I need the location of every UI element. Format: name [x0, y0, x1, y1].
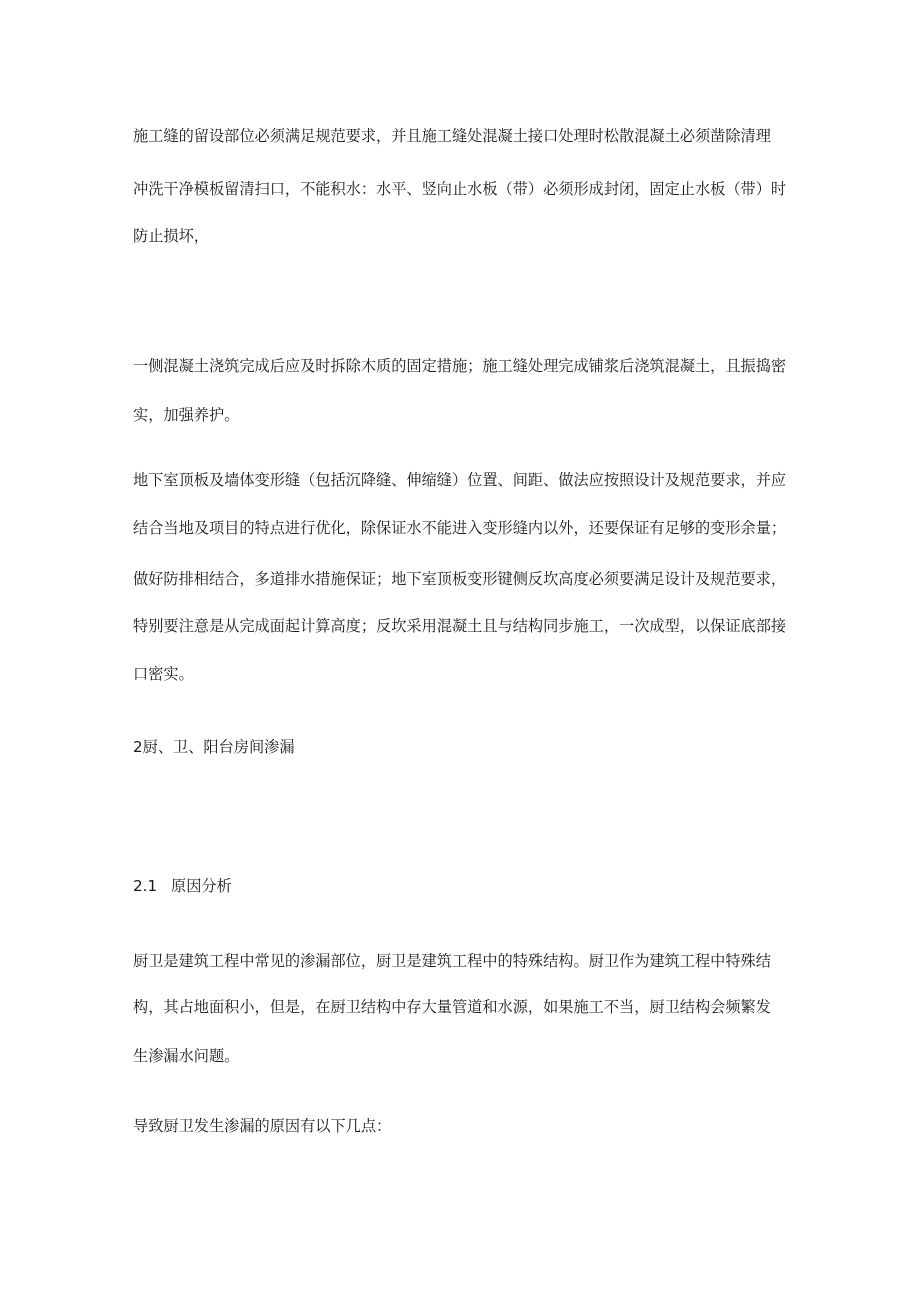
- paragraph-4-line-1: 厨卫是建筑工程中常见的渗漏部位，厨卫是建筑工程中的特殊结构。厨卫作为建筑工程中特殊结: [133, 952, 771, 970]
- paragraph-1-line-1: 施工缝的留设部位必须满足规范要求，并且施工缝处混凝土接口处理时松散混凝土必须凿除清理: [133, 127, 771, 145]
- paragraph-1-line-3: 防止损坏，: [133, 227, 209, 245]
- paragraph-3-line-4: 特别要注意是从完成面起计算高度；反坎采用混凝土且与结构同步施工，一次成型，以保证底部接: [133, 617, 787, 635]
- paragraph-4-line-3: 生渗漏水问题。: [133, 1047, 240, 1065]
- paragraph-3-line-1: 地下室顶板及墙体变形缝（包括沉降缝、伸缩缝）位置、间距、做法应按照设计及规范要求，并应: [133, 471, 787, 489]
- paragraph-4-line-2: 构，其占地面积小，但是，在厨卫结构中存大量管道和水源，如果施工不当，厨卫结构会频繁发: [133, 998, 771, 1016]
- paragraph-3-line-2: 结合当地及项目的特点进行优化，除保证水不能进入变形缝内以外，还要保证有足够的变形余量；: [133, 519, 787, 537]
- section-number: 2.1: [133, 877, 158, 895]
- section-title: 原因分析: [171, 877, 232, 895]
- paragraph-5: 导致厨卫发生渗漏的原因有以下几点：: [133, 1117, 392, 1135]
- paragraph-2-line-2: 实，加强养护。: [133, 406, 240, 424]
- paragraph-3-line-5: 口密实。: [133, 665, 194, 683]
- paragraph-1-line-2: 冲洗干净模板留清扫口，不能积水：水平、竖向止水板（带）必须形成封闭，固定止水板（带）时: [133, 180, 787, 198]
- paragraph-2-line-1: 一侧混凝土浇筑完成后应及时拆除木质的固定措施；施工缝处理完成铺浆后浇筑混凝土，且振捣密: [133, 357, 787, 375]
- paragraph-3-line-3: 做好防排相结合，多道排水措施保证；地下室顶板变形键侧反坎高度必须要满足设计及规范要求，: [133, 570, 787, 588]
- section-heading-2-1: [133, 876, 813, 896]
- section-heading-2: 2厨、卫、阳台房间渗漏: [133, 738, 295, 756]
